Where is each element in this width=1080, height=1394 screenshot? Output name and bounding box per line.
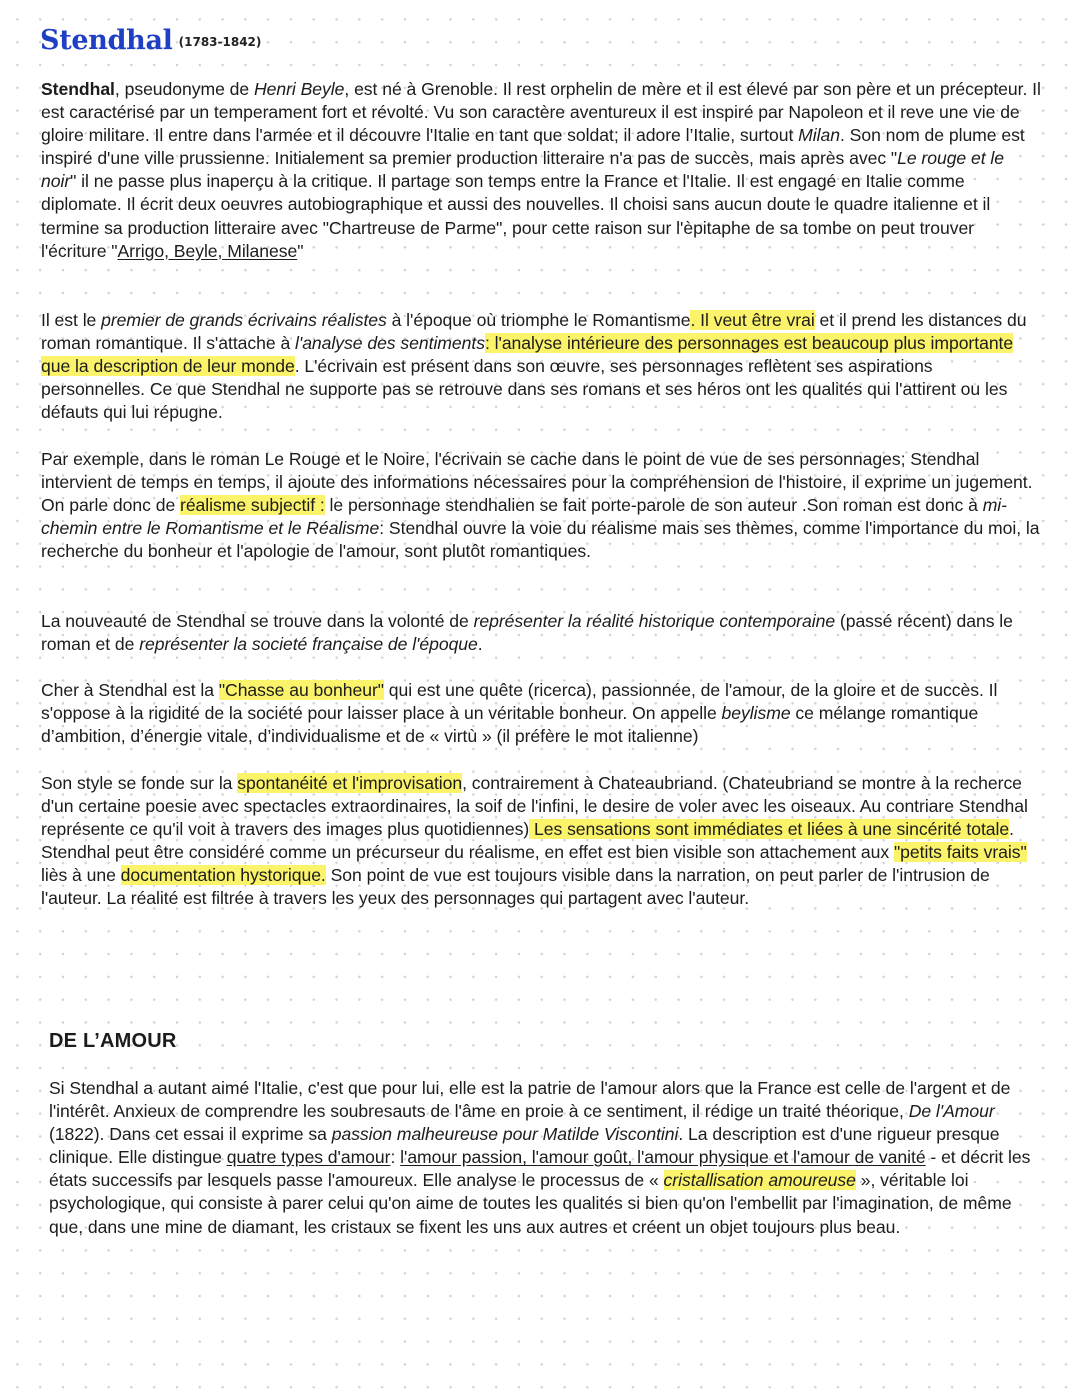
text-italic: Le rouge et le noir [41,148,1005,192]
text: " il ne passe plus inaperçu à la critique. Il partage son temps entre la France et l'Italie. Il est engagé en Italie comme diplomate. Il écrit deux oeuvres autobiographique et aussi des nouvelles. Il choisi sans aucun doute le quadre italienne et il termine sa production litteraire avec "Chartreuse de Parme", pour cette raison sur l'èpitaphe de sa tombe on peut trouver l'écriture " [41,171,991,261]
text-highlighted: Les sensations sont immédiates et liées à une sincérité totale [529,819,1010,840]
text: , est né à Grenoble. Il rest orphelin de mère et il est élevé par son père et un précepteur. Il est caractérisé par un temperament fort et révolté. Vu son caractère aventureux il est inspiré par Napoleon et il reve une vie de gloire militare. Il entre dans l'armée et il découvre l'Italie en tant que soldat; il adore l’Italie, surtout [41,79,1041,146]
text: " [297,240,304,261]
text-highlighted: : l'analyse intérieure des personnages est beaucoup plus importante que la description de leur monde [41,333,1014,377]
text-italic: premier de grands écrivains réalistes [101,310,387,330]
text-italic: passion malheureuse pour Matilde Viscontini [331,1124,679,1145]
text: : Stendhal ouvre la voie du réalisme mais ses thèmes, comme l'importance du moi, la recherche du bonheur et l'apologie de l'amour, sont plutôt romantiques. [41,518,1040,562]
text-italic: beylisme [721,703,791,724]
text-highlighted: réalisme subjectif : [180,495,325,516]
section-heading-de-lamour: DE L’AMOUR [49,1030,177,1052]
text: Si Stendhal a autant aimé l'Italie, c'est que pour lui, elle est la patrie de l'amour alors que la France est celle de l'argent et de l'intérêt. Anxieux de comprendre les soubresauts de l'âme en proie à ce sentiment, il rédige un traité théorique, [49,1078,1011,1122]
text: Il est le [41,310,102,330]
title-name: Stendhal [40,25,173,56]
paragraph-subjective-realism [41,448,1041,563]
text: », véritable loi psychologique, qui consiste à parer celui qu'on aime de toutes les qualités si bien qu'on l'embellit par l'imagination, de même que, dans une mine de diamant, les cristaux se fixent les uns aux autres et créent un objet toujours plus beau. [49,1170,1012,1237]
text-highlighted: cristallisation amoureuse [663,1170,856,1191]
text-underlined: l'amour passion, l'amour goût, l'amour physique et l'amour de vanité [400,1147,926,1168]
text-italic: Milan [798,125,840,146]
text-bold: Stendhal [41,79,115,99]
text: , contrairement à Chateaubriand. (Chateubriand se montre à la recherce d'un certaine poesie avec spectacles extraordinaires, la soif de l'infini, le desire de voler avec les oiseaux. Au contriare Stendhal représente ce qu'il voit à travers des images plus quotidiennes) [41,773,1028,840]
text-underlined: Arrigo, Beyle, Milanese [117,240,298,261]
text: . La description est d'une rigueur presque clinique. Elle distingue [49,1124,1000,1168]
text-italic: représenter la réalité historique contemporaine [473,611,836,631]
title-dates: (1783-1842) [178,35,262,49]
text: et il prend les distances du roman romantique. Il s'attache à [41,310,1027,354]
text: . L'écrivain est présent dans son œuvre, ses personnages reflètent ses aspirations personnelles. Ce que Stendhal ne supporte pas se retrouve dans ses romans et ses héros ont les qualités qui l'attirent ou les défauts qui lui répugne. [41,356,1008,423]
text-italic: Henri Beyle [253,79,345,99]
page-title [40,20,261,57]
text: à l'époque où triomphe le Romantisme [386,310,691,330]
text-underlined: quatre types d'amour [226,1147,391,1168]
text: (passé récent) dans le roman et de [41,611,1013,655]
paragraph-happiness [41,679,1041,748]
paragraph-style [41,772,1041,911]
text-highlighted: documentation hystorique. [120,865,326,886]
text: le personnage stendhalien se fait porte-parole de son auteur .Son roman est donc à [324,495,983,516]
text: liès à une [41,865,121,886]
text-highlighted: "petits faits vrais" [893,842,1027,863]
text: Cher à Stendhal est la [41,680,219,700]
paragraph-biography [41,78,1041,263]
paragraph-realism [41,309,1041,424]
paragraph-novelty [41,610,1041,656]
text-italic: l'analyse des sentiments [295,333,485,354]
text-italic: représenter la societé française de l'époque [139,634,478,655]
text: ce mélange romantique d’ambition, d’énergie vitale, d’individualisme et de « virtù » (il préfère le mot italienne) [41,703,979,747]
text: La nouveauté de Stendhal se trouve dans la volonté de [41,611,474,631]
text: Son point de vue est toujours visible dans la narration, on peut parler de l'intrusion de l'auteur. La réalité est filtrée à travers les yeux des personnages qui partagent avec l'auteur. [41,865,990,909]
text: . [477,634,483,655]
text: . Son nom de plume est inspiré d'une ville prussienne. Initialement sa premier production litteraire n'a pas de succès, mais après avec " [41,125,1025,169]
text-highlighted: "Chasse au bonheur" [218,680,384,700]
text: : [390,1147,401,1168]
text: qui est une quête (ricerca), passionnée, de l'amour, de la gloire et de succès. Il s'oppose à la rigidité de la société pour laisser place à un véritable bonheur. On appelle [41,680,998,724]
text: Par exemple, dans le roman Le Rouge et le Noire, l'écrivain se cache dans le point de vue de ses personnages; Stendhal intervient de temps en temps, il ajoute des informations nécessaires pour la compréhension de l'histoire, il exprime un jugement. On parle donc de [41,449,1033,516]
text-highlighted: spontanéité et l'improvisation [237,773,463,793]
text-italic: mi-chemin entre le Romantisme et le Réalisme [41,495,1007,539]
text: (1822). Dans cet essai il exprime sa [49,1124,332,1145]
text-italic: De l'Amour [908,1101,995,1122]
text: - et décrit les états successifs par lesquels passe l'amoureux. Elle analyse le processus de « [49,1147,1031,1191]
text-highlighted: . Il veut être vrai [690,310,815,330]
text: Son style se fonde sur la [41,773,238,793]
text: . Stendhal peut être considéré comme un précurseur du réalisme, en effet est bien visible son attachement aux [41,819,1014,863]
paragraph-de-lamour [49,1077,1039,1239]
text: , pseudonyme de [114,79,254,99]
